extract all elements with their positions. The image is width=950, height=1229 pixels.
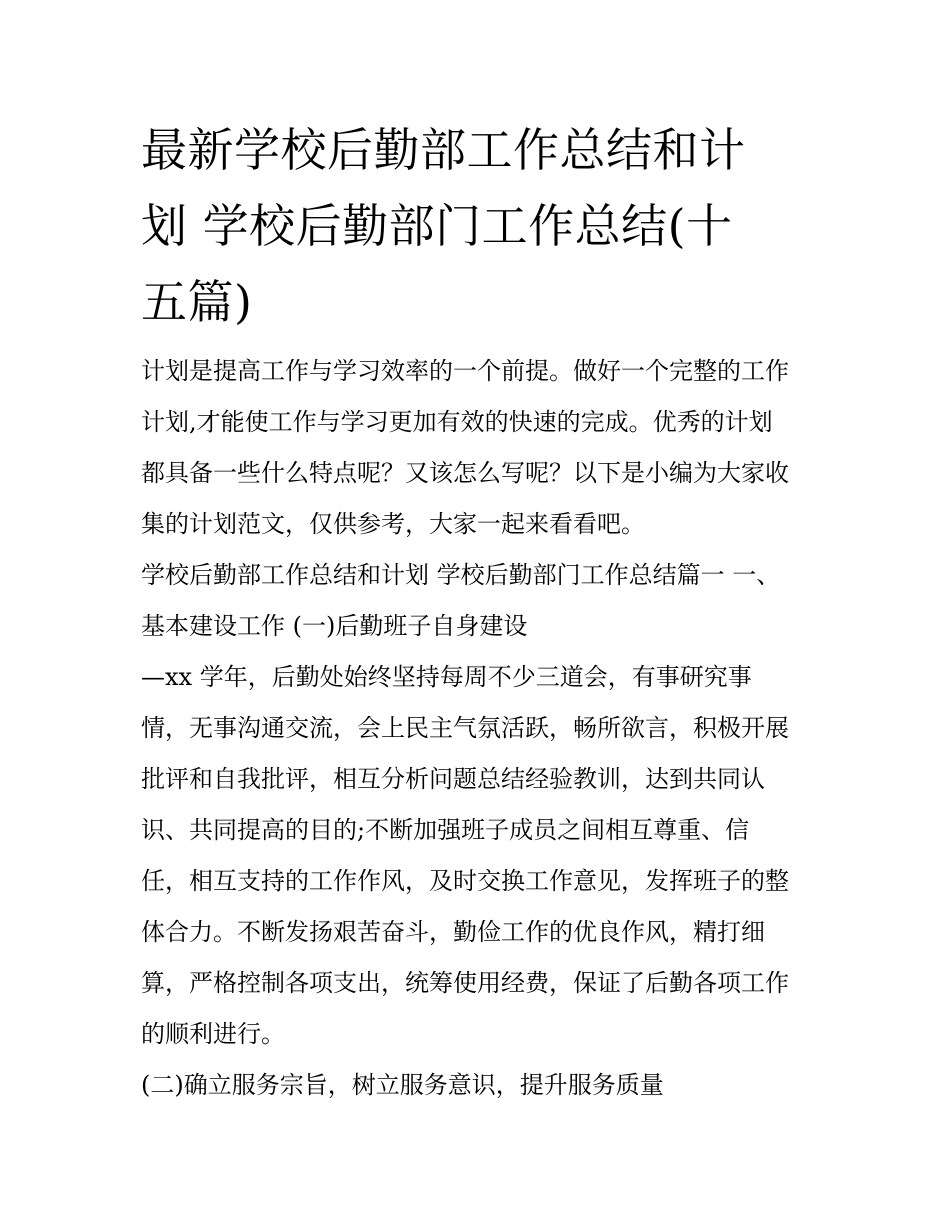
paragraph-line: 体合力。不断发扬艰苦奋斗，勤俭工作的优良作风，精打细	[141, 918, 765, 946]
document-content	[141, 112, 813, 1111]
document-title	[141, 112, 813, 340]
intro-line: 集的计划范文，仅供参考，大家一起来看看吧。	[141, 510, 645, 538]
section-heading	[141, 550, 813, 652]
body-paragraph	[141, 652, 813, 1060]
paragraph-line: 识、共同提高的目的;不断加强班子成员之间相互尊重、信	[141, 816, 750, 844]
title-line: 五篇)	[141, 275, 253, 329]
paragraph-line: 情，无事沟通交流，会上民主气氛活跃，畅所欲言，积极开展	[141, 714, 789, 742]
title-line: 最新学校后勤部工作总结和计	[141, 123, 746, 177]
intro-line: 计划是提高工作与学习效率的一个前提。做好一个完整的工作	[141, 357, 789, 385]
intro-line: 计划,才能使工作与学习更加有效的快速的完成。优秀的计划	[141, 408, 773, 436]
section-heading-line: 基本建设工作 (一)后勤班子自身建设	[141, 612, 528, 640]
subheading	[141, 1060, 813, 1111]
paragraph-line: 任，相互支持的工作作风，及时交换工作意见，发挥班子的整	[141, 867, 789, 895]
paragraph-line: —xx 学年，后勤处始终坚持每周不少三道会，有事研究事	[141, 663, 752, 691]
subheading-line: (二)确立服务宗旨，树立服务意识，提升服务质量	[141, 1071, 664, 1099]
intro-paragraph	[141, 346, 813, 550]
section-heading-line: 学校后勤部工作总结和计划 学校后勤部门工作总结篇一 一、	[141, 561, 781, 589]
title-line: 划 学校后勤部门工作总结(十	[141, 199, 733, 253]
intro-line: 都具备一些什么特点呢？又该怎么写呢？以下是小编为大家收	[141, 459, 789, 487]
paragraph-line: 批评和自我批评，相互分析问题总结经验教训，达到共同认	[141, 765, 765, 793]
paragraph-line: 算，严格控制各项支出，统筹使用经费，保证了后勤各项工作	[141, 969, 789, 997]
paragraph-line: 的顺利进行。	[141, 1020, 285, 1048]
